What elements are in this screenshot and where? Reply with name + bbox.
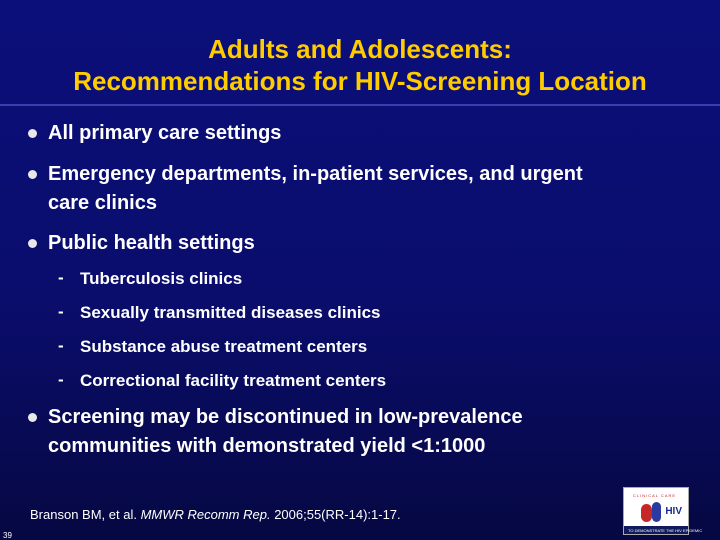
dash-icon: - (58, 268, 64, 287)
logo-tagline: TO DEMONSTRATE THE HIV EPIDEMIC (628, 528, 703, 533)
slide-title (0, 33, 720, 97)
bullet-emergency-line-1: Emergency departments, in-patient services, and urgent (48, 163, 583, 185)
logo-arc-text: CLINICAL CARE (633, 493, 677, 498)
bullet-primary-care: All primary care settings (48, 122, 282, 144)
bullet-emergency-line-2: care clinics (48, 192, 157, 214)
bullet-screening-line-2: communities with demonstrated yield <1:1000 (48, 435, 486, 457)
citation-authors: Branson BM, et al. (30, 507, 141, 522)
subitem-substance-abuse: Substance abuse treatment centers (80, 337, 368, 356)
logo-figure-icon (652, 502, 661, 522)
bullet-dot-icon (28, 413, 37, 422)
logo-figure-icon (641, 504, 652, 522)
bullet-dot-icon (28, 170, 37, 179)
citation-journal: MMWR Recomm Rep. (140, 507, 271, 522)
title-divider (0, 104, 720, 106)
bullet-public-health: Public health settings (48, 232, 255, 254)
dash-icon: - (58, 336, 64, 355)
logo-hiv-text: HIV (665, 506, 682, 517)
dash-icon: - (58, 370, 64, 389)
subitem-correctional: Correctional facility treatment centers (80, 371, 387, 390)
subitem-tuberculosis: Tuberculosis clinics (80, 269, 243, 288)
title-line-2: Recommendations for HIV-Screening Location (73, 66, 647, 96)
bullet-dot-icon (28, 129, 37, 138)
title-line-1: Adults and Adolescents: (208, 34, 512, 64)
organization-logo (623, 487, 703, 535)
citation-details: 2006;55(RR-14):1-17. (270, 507, 401, 522)
subitem-std: Sexually transmitted diseases clinics (80, 303, 381, 322)
bullet-screening-line-1: Screening may be discontinued in low-prevalence (48, 406, 523, 428)
bullet-dot-icon (28, 239, 37, 248)
dash-icon: - (58, 302, 64, 321)
slide-number: 39 (3, 531, 12, 540)
citation (30, 507, 401, 522)
